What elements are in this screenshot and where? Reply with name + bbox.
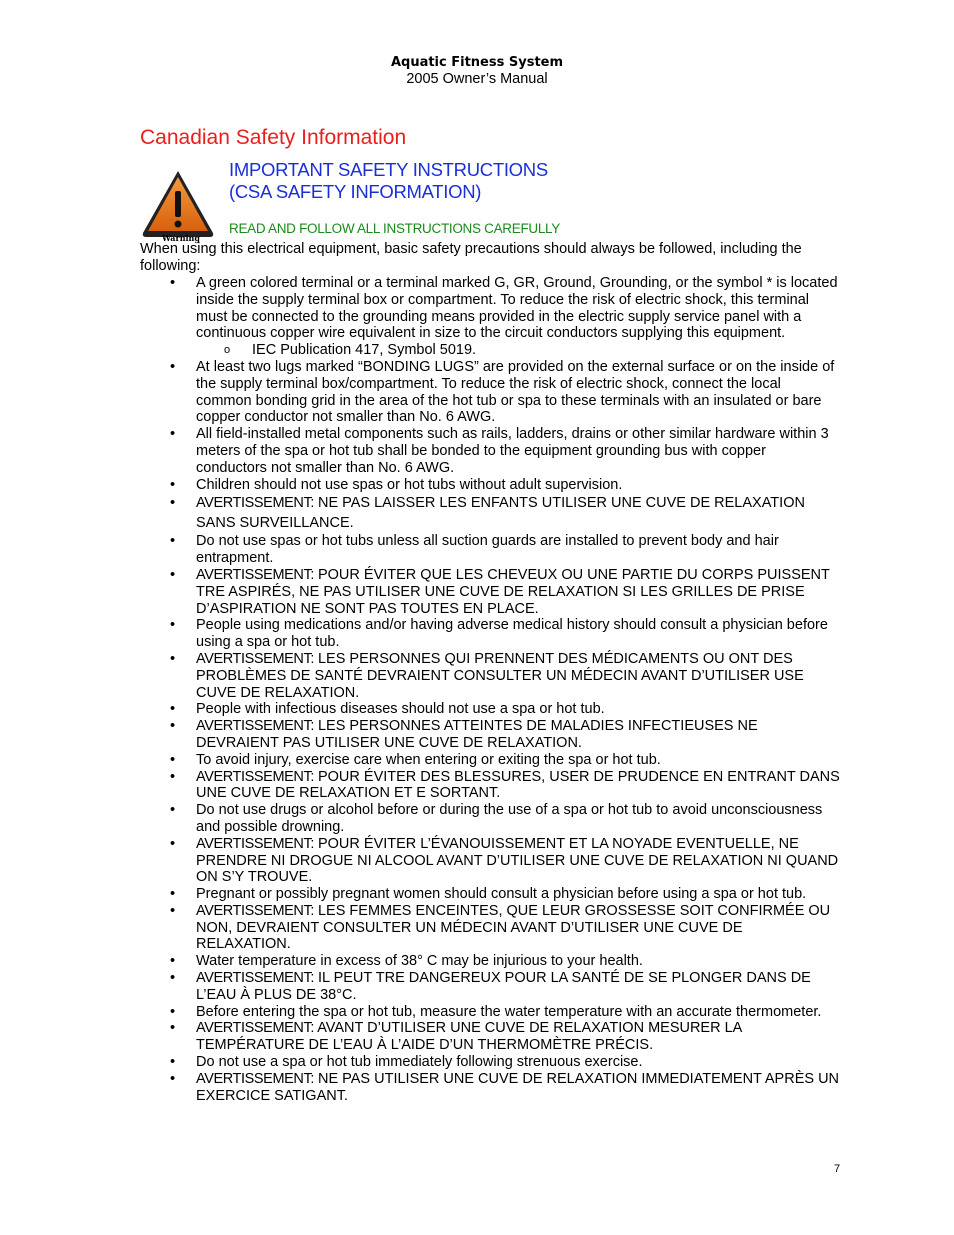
list-item: • AVERTISSEMENT: NE PAS UTILISER UNE CUVE DE RELAXATION IMMEDIATEMENT APRÈS UN EXERCICE SATIGANT.	[140, 1071, 840, 1105]
list-item: • A green colored terminal or a terminal marked G, GR, Ground, Grounding, or the symbol * is located inside the supply terminal box or compartment. To reduce the risk of electric shock, this terminal must be connected to the grounding means provided in the electric supply service panel with a continuous copper wire equivalent in size to the circuit conductors supplying this equipment.	[140, 275, 840, 342]
list-item: • AVERTISSEMENT: IL PEUT TRE DANGEREUX POUR LA SANTÉ DE SE PLONGER DANS DE L’EAU À PLUS DE 38°C.	[140, 970, 840, 1004]
document-title: Aquatic Fitness System	[390, 55, 564, 70]
document-subtitle: 2005 Owner’s Manual	[406, 71, 548, 87]
avert-label: AVERTISSEMENT:	[196, 768, 314, 785]
important-heading-line1: IMPORTANT SAFETY INSTRUCTIONS	[229, 159, 548, 180]
page-number: 7	[834, 1163, 841, 1175]
list-item: • Water temperature in excess of 38° C may be injurious to your health.	[140, 953, 840, 970]
avert-label: AVERTISSEMENT:	[196, 650, 314, 667]
list-item: • AVERTISSEMENT: AVANT D’UTILISER UNE CUVE DE RELAXATION MESURER LA TEMPÉRATURE DE L’EAU À L’AIDE D’UN THERMOMÈTRE PRÉCIS.	[140, 1020, 840, 1054]
list-item: • People using medications and/or having adverse medical history should consult a physician before using a spa or hot tub.	[140, 617, 840, 651]
avert-label: AVERTISSEMENT:	[196, 1020, 314, 1037]
warning-label: Warning	[162, 233, 200, 243]
avert-label: AVERTISSEMENT:	[196, 718, 314, 735]
intro-paragraph: When using this electrical equipment, basic safety precautions should always be followed, including the following:	[140, 241, 802, 274]
read-follow-heading: READ AND FOLLOW ALL INSTRUCTIONS CAREFULLY	[229, 221, 560, 236]
safety-list	[140, 275, 840, 1104]
list-item: • AVERTISSEMENT: NE PAS LAISSER LES ENFANTS UTILISER UNE CUVE DE RELAXATION SANS SURVEILLANCE.	[140, 493, 840, 533]
list-item: • Do not use drugs or alcohol before or during the use of a spa or hot tub to avoid unconsciousness and possible drowning.	[140, 802, 840, 836]
list-item: • Children should not use spas or hot tubs without adult supervision.	[140, 477, 840, 494]
avert-label: AVERTISSEMENT:	[196, 566, 314, 583]
important-heading	[229, 159, 548, 203]
list-item: • AVERTISSEMENT: LES PERSONNES ATTEINTES DE MALADIES INFECTIEUSES NE DEVRAIENT PAS UTILISER UNE CUVE DE RELAXATION.	[140, 718, 840, 752]
sub-bullet-text: IEC Publication 417, Symbol 5019.	[252, 342, 477, 359]
sub-list-item	[140, 342, 840, 359]
list-item: • AVERTISSEMENT: POUR ÉVITER L’ÉVANOUISSEMENT ET LA NOYADE EVENTUELLE, NE PRENDRE NI DROGUE NI ALCOOL AVANT D’UTILISER UNE CUVE DE RELAXATION NI QUAND ON S’Y TROUVE.	[140, 836, 840, 886]
avert-label: AVERTISSEMENT:	[196, 835, 314, 852]
list-item: • AVERTISSEMENT: POUR ÉVITER DES BLESSURES, USER DE PRUDENCE EN ENTRANT DANS UNE CUVE DE RELAXATION ET E SORTANT.	[140, 769, 840, 803]
list-item: • People with infectious diseases should not use a spa or hot tub.	[140, 701, 840, 718]
avert-label: AVERTISSEMENT:	[196, 970, 314, 987]
list-item: • Do not use a spa or hot tub immediately following strenuous exercise.	[140, 1054, 840, 1071]
section-title: Canadian Safety Information	[140, 126, 407, 149]
list-item: • AVERTISSEMENT: LES PERSONNES QUI PRENNENT DES MÉDICAMENTS OU ONT DES PROBLÈMES DE SANTÉ DEVRAIENT CONSULTER UN MÉDECIN AVANT D’UTILISER USE CUVE DE RELAXATION.	[140, 651, 840, 701]
list-item: • AVERTISSEMENT: POUR ÉVITER QUE LES CHEVEUX OU UNE PARTIE DU CORPS PUISSENT TRE ASPIRÉS, NE PAS UTILISER UNE CUVE DE RELAXATION SI LES GRILLES DE PRISE D’ASPIRATION NE SONT PAS TOUTES EN PLACE.	[140, 567, 840, 617]
list-item: • At least two lugs marked “BONDING LUGS” are provided on the external surface or on the inside of the supply terminal box/compartment. To reduce the risk of electric shock, connect the local common bonding grid in the area of the hot tub or spa to these terminals with an insulated or bare copper conductor not smaller than No. 6 AWG.	[140, 359, 840, 426]
avert-label: AVERTISSEMENT:	[196, 1070, 314, 1087]
list-item: • Before entering the spa or hot tub, measure the water temperature with an accurate thermometer.	[140, 1004, 840, 1021]
list-item: • Pregnant or possibly pregnant women should consult a physician before using a spa or hot tub.	[140, 886, 840, 903]
list-item: • AVERTISSEMENT: LES FEMMES ENCEINTES, QUE LEUR GROSSESSE SOIT CONFIRMÉE OU NON, DEVRAIENT CONSULTER UN MÉDECIN AVANT D’UTILISER UNE CUVE DE RELAXATION.	[140, 903, 840, 953]
avert-label: AVERTISSEMENT:	[196, 902, 314, 919]
list-item: • To avoid injury, exercise care when entering or exiting the spa or hot tub.	[140, 752, 840, 769]
list-item: • Do not use spas or hot tubs unless all suction guards are installed to prevent body and hair entrapment.	[140, 533, 840, 567]
important-heading-line2: (CSA SAFETY INFORMATION)	[229, 181, 482, 202]
list-item: • All field-installed metal components such as rails, ladders, drains or other similar hardware within 3 meters of the spa or hot tub shall be bonded to the equipment grounding bus with copper conductors not smaller than No. 6 AWG.	[140, 426, 840, 476]
page-header	[0, 55, 954, 88]
sub-bullet-marker: o	[224, 344, 231, 357]
avert-label: AVERTISSEMENT:	[196, 495, 314, 512]
